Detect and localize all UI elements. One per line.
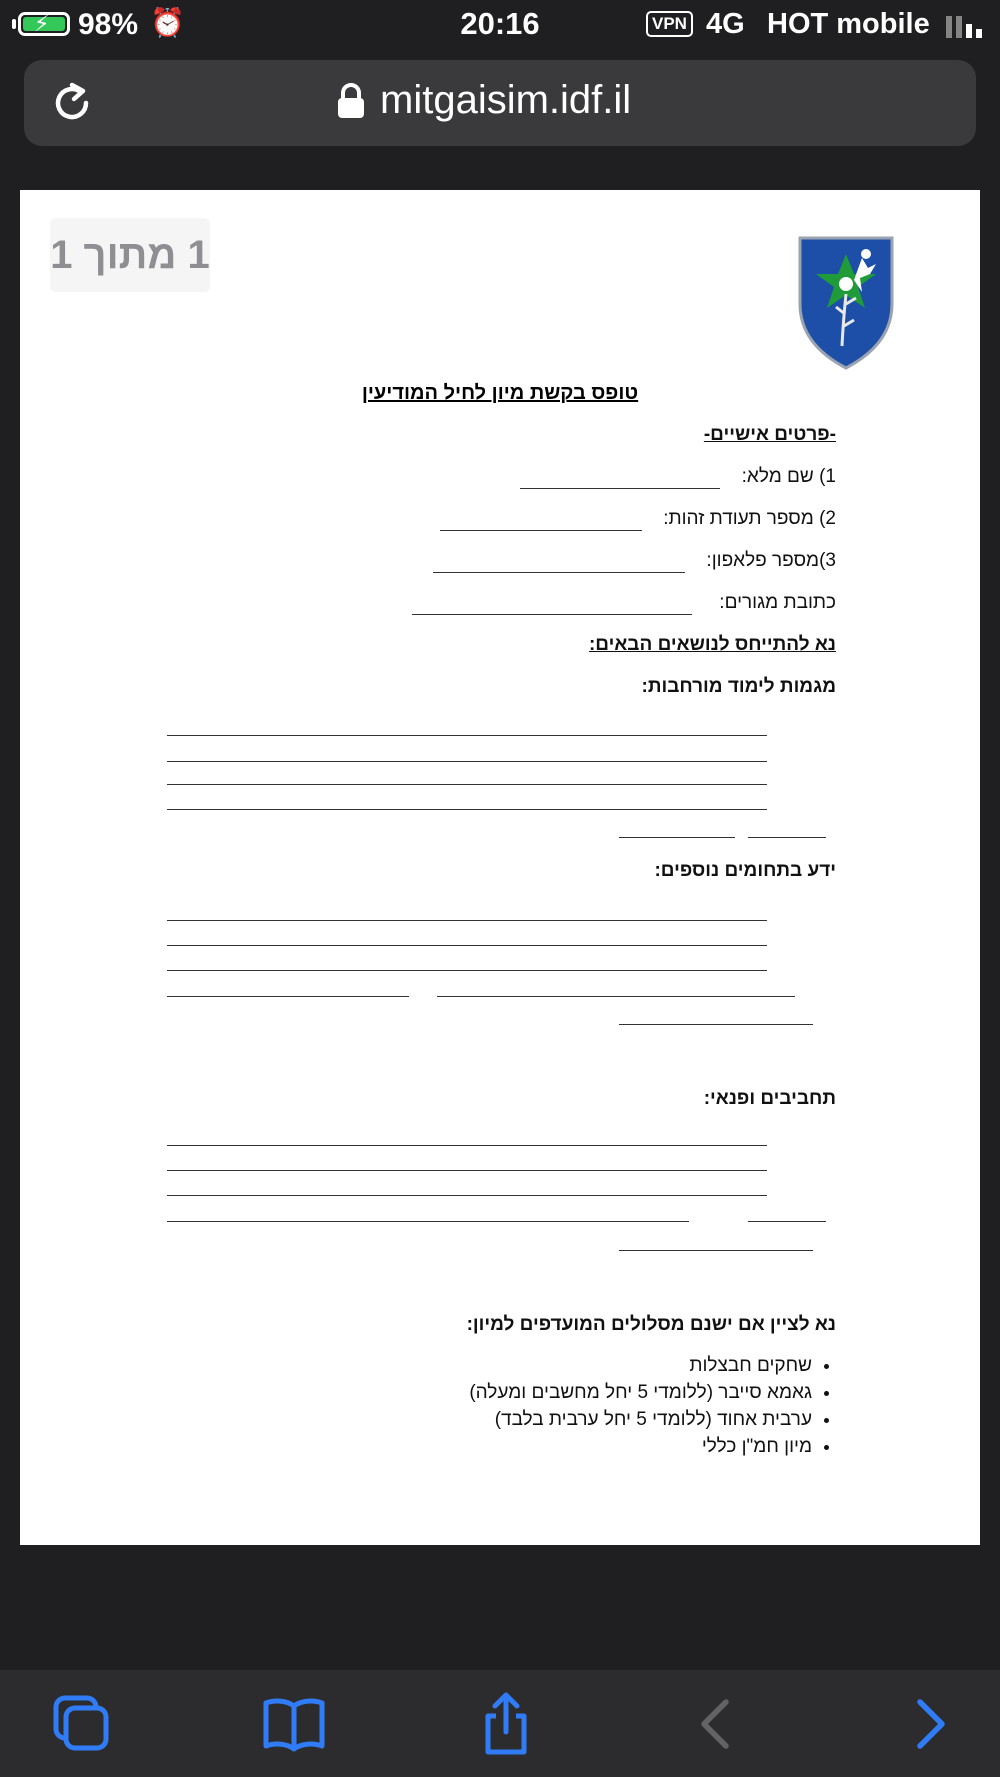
share-icon[interactable] [474,1692,538,1756]
knowledge-line-5[interactable] [437,996,795,997]
vpn-badge: VPN [646,11,693,37]
battery-percentage: 98% [78,8,139,41]
section-study-tracks: מגמות לימוד מורחבות: [641,676,836,697]
battery-icon: ⚡ [18,12,70,36]
knowledge-line-2[interactable] [167,945,767,946]
intelligence-corps-emblem [796,234,896,370]
study-line-4[interactable] [167,809,767,810]
full-name-line[interactable] [520,488,720,489]
list-item: • מיון חמ"ן כללי [469,1436,812,1463]
bookmarks-icon[interactable] [262,1692,326,1756]
field-phone: 3)מספר פלאפון: [706,550,836,571]
network-type: 4G [706,8,745,40]
page-indicator: 1 מתוך 1 [50,218,210,292]
hobbies-line-2[interactable] [167,1170,767,1171]
knowledge-line-3[interactable] [167,970,767,971]
id-number-line[interactable] [440,530,642,531]
study-line-3[interactable] [167,784,767,785]
study-line-5[interactable] [619,837,735,838]
phone-line[interactable] [433,572,685,573]
preferred-tracks-header: נא לציין אם ישנם מסלולים המועדפים למיון: [466,1314,836,1335]
knowledge-line-1[interactable] [167,920,767,921]
browser-toolbar [0,1670,1000,1777]
lock-icon [336,82,366,120]
topics-header: נא להתייחס לנושאים הבאים: [588,634,836,655]
hobbies-line-5[interactable] [748,1221,826,1222]
hobbies-line-1[interactable] [167,1145,767,1146]
study-line-6[interactable] [748,837,826,838]
address-bar[interactable] [24,60,976,146]
back-icon[interactable] [686,1692,750,1756]
document-page [20,190,980,1545]
field-id-number: 2) מספר תעודת זהות: [663,508,836,529]
field-full-name: 1) שם מלא: [741,466,836,487]
status-time: 20:16 [460,6,540,41]
hobbies-line-6[interactable] [619,1250,813,1251]
preferred-tracks-list [469,1355,836,1463]
forward-icon[interactable] [898,1692,962,1756]
study-line-1[interactable] [167,735,767,736]
reload-icon[interactable] [46,77,98,129]
carrier-name: HOT mobile [767,8,930,40]
list-item: • גאמא סייבר (ללומדי 5 יחל מחשבים ומעלה) [469,1382,812,1409]
hobbies-line-4[interactable] [167,1221,689,1222]
knowledge-line-4[interactable] [167,996,409,997]
section-hobbies: תחביבים ופנאי: [703,1088,836,1109]
personal-details-header: -פרטים אישיים- [703,424,836,445]
study-line-2[interactable] [167,761,767,762]
form-title: טופס בקשת מיון לחיל המודיעין [361,382,639,404]
section-additional-knowledge: ידע בתחומים נוספים: [654,860,836,881]
list-item: • ערבית אחוד (ללומדי 5 יחל ערבית בלבד) [469,1409,812,1436]
field-address: כתובת מגורים: [719,592,836,613]
address-line[interactable] [412,614,692,615]
list-item: • שחקים חבצלות [469,1355,812,1382]
url-text[interactable]: mitgaisim.idf.il [380,78,632,122]
tabs-icon[interactable] [50,1692,114,1756]
hobbies-line-3[interactable] [167,1195,767,1196]
status-bar [0,0,1000,50]
knowledge-line-6[interactable] [619,1024,813,1025]
signal-icon [946,14,990,38]
alarm-icon: ⏰ [150,7,185,38]
